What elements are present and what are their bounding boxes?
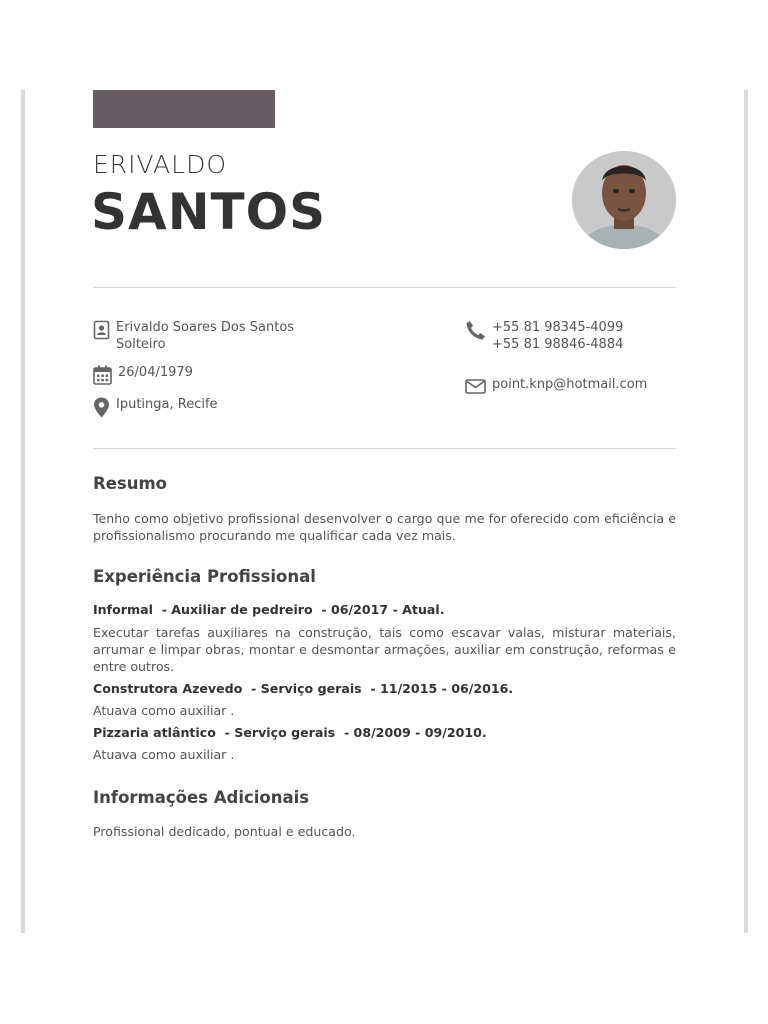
phone-icon <box>465 320 486 338</box>
job-heading: Construtora Azevedo - Serviço gerais - 11/2015 - 06/2016. <box>93 681 514 696</box>
divider <box>93 287 676 288</box>
job-heading: Informal - Auxiliar de pedreiro - 06/2017 - Atual. <box>93 602 445 617</box>
summary-text: Tenho como objetivo profissional desenvolver o cargo que me for oferecido com eficiência e profissionalismo procurando me qualificar cada vez mais. <box>93 511 676 543</box>
envelope-icon <box>465 377 486 395</box>
calendar-icon <box>93 365 110 383</box>
email-address[interactable]: point.knp@hotmail.com <box>492 377 648 392</box>
contact-location-row <box>93 396 218 415</box>
job-description: Executar tarefas auxiliares na construção, tais como escavar valas, misturar materiais, arrumar e limpar obras, montar e desmontar armações, auxiliar em construção, reformas e entre outros. <box>93 625 676 674</box>
first-name: ERIVALDO <box>93 150 228 179</box>
page-right-border <box>744 90 748 933</box>
marital-status: Solteiro <box>116 337 166 352</box>
additional-info-title: Informações Adicionais <box>93 788 310 807</box>
birth-date: 26/04/1979 <box>118 365 193 380</box>
last-name: SANTOS <box>91 183 327 241</box>
divider <box>93 448 676 449</box>
id-card-icon <box>93 320 110 338</box>
location: Iputinga, Recife <box>116 397 218 412</box>
additional-info-text: Profissional dedicado, pontual e educado. <box>93 824 356 839</box>
contact-phone-row <box>465 319 623 353</box>
job-description: Atuava como auxiliar . <box>93 747 235 762</box>
contact-email-row <box>465 376 647 395</box>
summary-title: Resumo <box>93 474 167 493</box>
experience-title: Experiência Profissional <box>93 567 316 586</box>
contact-name-row <box>93 319 294 353</box>
profile-photo <box>572 151 676 249</box>
full-name: Erivaldo Soares Dos Santos <box>116 320 295 335</box>
location-pin-icon <box>93 397 110 415</box>
phone-number-1[interactable]: +55 81 98345-4099 <box>492 320 624 335</box>
phone-number-2[interactable]: +55 81 98846-4884 <box>492 337 624 352</box>
job-heading: Pizzaria atlântico - Serviço gerais - 08/2009 - 09/2010. <box>93 725 487 740</box>
contact-birth-row <box>93 364 193 383</box>
job-description: Atuava como auxiliar . <box>93 703 235 718</box>
header-accent-bar <box>93 90 275 128</box>
